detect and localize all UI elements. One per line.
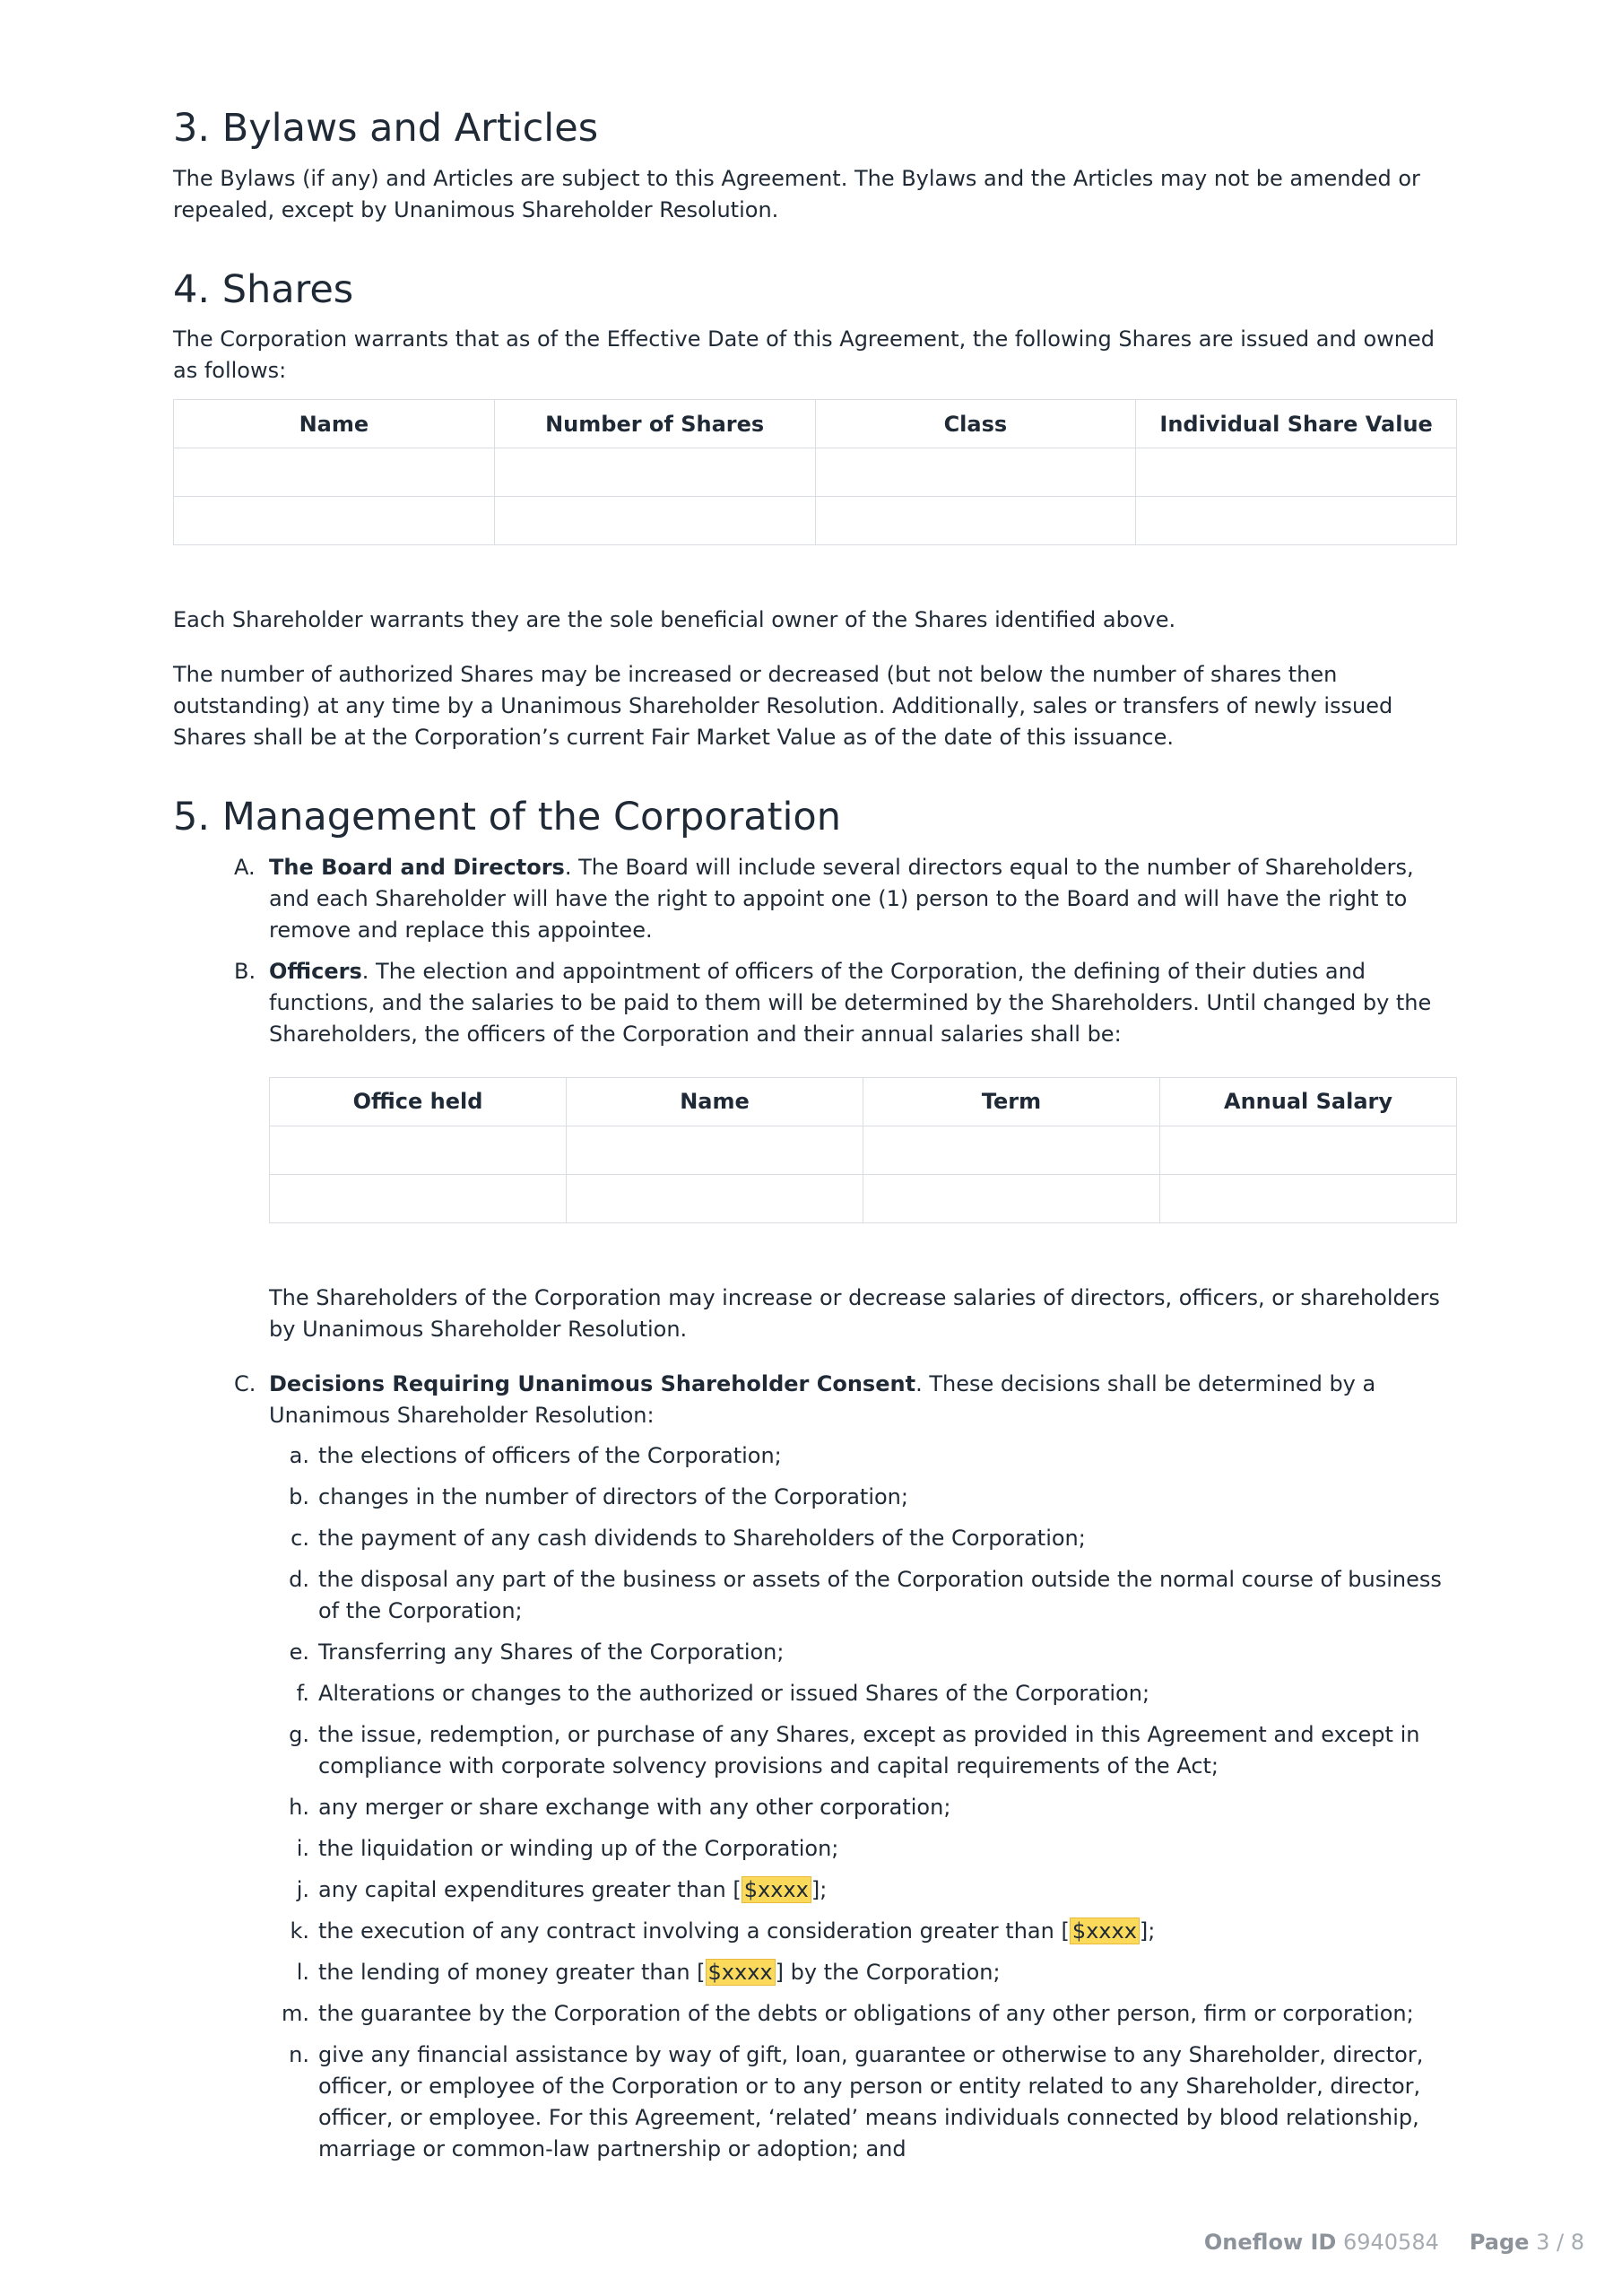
list-marker: i. [296, 1835, 309, 1861]
section-shares [173, 267, 1457, 754]
management-list-continued [173, 1369, 1457, 2165]
list-item-text: any capital expenditures greater than [ [318, 1876, 742, 1902]
officers-block [173, 1077, 1457, 1345]
page-footer [1204, 2230, 1584, 2255]
table-cell[interactable] [270, 1126, 567, 1174]
list-item [269, 1719, 1457, 1782]
list-item-text: ] by the Corporation; [775, 1959, 1001, 1985]
footer-page-label: Page [1469, 2230, 1530, 2255]
placeholder-field[interactable]: $xxxx [706, 1959, 776, 1986]
decisions-list [269, 1440, 1457, 2165]
table-header-cell: Annual Salary [1160, 1077, 1457, 1126]
list-item-text: ]; [811, 1876, 828, 1902]
table-cell[interactable] [815, 497, 1136, 545]
list-marker: k. [290, 1918, 309, 1944]
table-cell[interactable] [567, 1126, 863, 1174]
list-item-heading: Officers [269, 958, 362, 984]
list-item [269, 1440, 1457, 1472]
list-item [269, 1482, 1457, 1513]
table-cell[interactable] [494, 497, 815, 545]
bylaws-paragraph: The Bylaws (if any) and Articles are subject to this Agreement. The Bylaws and the Articles may not be amended or repealed, except by Unanimous Shareholder Resolution. [173, 165, 1420, 222]
table-row [174, 497, 1457, 545]
list-item [269, 1678, 1457, 1709]
shares-ownership-paragraph: Each Shareholder warrants they are the sole beneficial owner of the Shares identified above. [173, 607, 1176, 633]
footer-page-value: 3 / 8 [1536, 2230, 1584, 2255]
placeholder-field[interactable]: $xxxx [1070, 1918, 1140, 1944]
placeholder-field[interactable]: $xxxx [742, 1876, 811, 1903]
list-marker: j. [296, 1876, 309, 1902]
table-cell[interactable] [270, 1174, 567, 1222]
table-header-cell: Class [815, 400, 1136, 448]
list-item [269, 1523, 1457, 1554]
salaries-note: The Shareholders of the Corporation may increase or decrease salaries of directors, officers, or shareholders by Unanimous Shareholder Resolution. [269, 1284, 1440, 1342]
list-item [269, 1957, 1457, 1988]
table-header-cell: Name [174, 400, 495, 448]
section-management [173, 795, 1457, 2165]
list-item-text: Alterations or changes to the authorized or issued Shares of the Corporation; [318, 1680, 1150, 1706]
list-marker: A. [234, 854, 256, 880]
table-row [174, 448, 1457, 497]
table-row [270, 1126, 1457, 1174]
table-header-cell: Office held [270, 1077, 567, 1126]
table-cell[interactable] [1160, 1174, 1457, 1222]
list-marker: l. [296, 1959, 309, 1985]
list-item [269, 1564, 1457, 1627]
table-cell[interactable] [1136, 497, 1457, 545]
table-cell[interactable] [863, 1126, 1160, 1174]
list-item-text: any merger or share exchange with any other corporation; [318, 1794, 951, 1820]
list-item [269, 1637, 1457, 1668]
list-item-text: the elections of officers of the Corporation; [318, 1442, 782, 1468]
list-item-text: the execution of any contract involving a consideration greater than [ [318, 1918, 1070, 1944]
section-title-management: 5. Management of the Corporation [173, 795, 841, 840]
list-item-decisions [173, 1369, 1457, 2165]
list-item-text: . The Board will include several directors equal to the number of Shareholders, and each Shareholder will have the right to appoint one (1) person to the Board and will have the right to remove and replace this appointee. [269, 854, 1414, 943]
list-item-text: . The election and appointment of officers of the Corporation, the defining of their duties and functions, and the salaries to be paid to them will be determined by the Shareholders. Until changed by the Shareholders, the officers of the Corporation and their annual salaries shall be: [269, 958, 1432, 1047]
list-marker: B. [234, 958, 256, 984]
list-marker: b. [289, 1483, 309, 1509]
list-item-text: the payment of any cash dividends to Shareholders of the Corporation; [318, 1525, 1086, 1551]
list-marker: e. [289, 1639, 309, 1665]
table-cell[interactable] [567, 1174, 863, 1222]
table-row [270, 1174, 1457, 1222]
list-item-officers [173, 956, 1457, 1050]
list-item-text: the liquidation or winding up of the Corporation; [318, 1835, 839, 1861]
table-header-cell: Individual Share Value [1136, 400, 1457, 448]
shares-table [173, 399, 1457, 545]
list-item-text: Transferring any Shares of the Corporation; [318, 1639, 785, 1665]
management-list [173, 852, 1457, 1050]
table-cell[interactable] [863, 1174, 1160, 1222]
table-header-cell: Number of Shares [494, 400, 815, 448]
list-item-heading: Decisions Requiring Unanimous Shareholder Consent [269, 1370, 916, 1396]
table-cell[interactable] [174, 448, 495, 497]
section-title-shares: 4. Shares [173, 266, 354, 312]
table-header-row [174, 400, 1457, 448]
list-item-board [173, 852, 1457, 946]
list-marker: a. [289, 1442, 309, 1468]
list-marker: g. [289, 1721, 309, 1747]
table-cell[interactable] [815, 448, 1136, 497]
list-marker: d. [289, 1566, 309, 1592]
list-item-text: give any financial assistance by way of gift, loan, guarantee or otherwise to any Shareholder, director, officer, or employee of the Corporation or to any person or entity related to any Shareholder, director, officer, or employee. For this Agreement, ‘related’ means individuals connected by blood relationship, marriage or common-law partnership or adoption; and [318, 2041, 1424, 2161]
page-content [173, 106, 1457, 2175]
table-header-row [270, 1077, 1457, 1126]
list-marker: n. [289, 2041, 309, 2067]
table-cell[interactable] [1160, 1126, 1457, 1174]
list-marker: c. [291, 1525, 309, 1551]
footer-id-value: 6940584 [1342, 2230, 1439, 2255]
list-item-text: the guarantee by the Corporation of the debts or obligations of any other person, firm or corporation; [318, 2000, 1414, 2026]
list-marker: m. [281, 2000, 309, 2026]
table-header-cell: Name [567, 1077, 863, 1126]
list-item [269, 1916, 1457, 1947]
list-item [269, 1998, 1457, 2030]
list-item-text: the lending of money greater than [ [318, 1959, 706, 1985]
officers-table [269, 1077, 1457, 1223]
table-cell[interactable] [494, 448, 815, 497]
list-item [269, 1874, 1457, 1906]
list-item-text: the issue, redemption, or purchase of any Shares, except as provided in this Agreement and except in compliance with corporate solvency provisions and capital requirements of the Act; [318, 1721, 1420, 1779]
list-item [269, 2039, 1457, 2165]
list-item-text: . These decisions shall be determined by a Unanimous Shareholder Resolution: [269, 1370, 1376, 1428]
list-item [269, 1833, 1457, 1865]
list-marker: C. [234, 1370, 256, 1396]
list-item-heading: The Board and Directors [269, 854, 565, 880]
section-bylaws [173, 106, 1457, 226]
table-header-cell: Term [863, 1077, 1160, 1126]
list-item-text: ]; [1139, 1918, 1156, 1944]
table-cell[interactable] [1136, 448, 1457, 497]
list-marker: h. [289, 1794, 309, 1820]
shares-intro: The Corporation warrants that as of the Effective Date of this Agreement, the following Shares are issued and owned as follows: [173, 326, 1436, 384]
list-item-text: changes in the number of directors of the Corporation; [318, 1483, 908, 1509]
section-title-bylaws: 3. Bylaws and Articles [173, 106, 599, 151]
list-item-text: the disposal any part of the business or assets of the Corporation outside the normal course of business of the Corporation; [318, 1566, 1442, 1623]
list-marker: f. [296, 1680, 309, 1706]
table-cell[interactable] [174, 497, 495, 545]
list-item [269, 1792, 1457, 1823]
shares-authorized-paragraph: The number of authorized Shares may be increased or decreased (but not below the number of shares then outstanding) at any time by a Unanimous Shareholder Resolution. Additionally, sales or transfers of newly issued Shares shall be at the Corporation’s current Fair Market Value as of the date of this issuance. [173, 662, 1393, 751]
footer-brand-label: Oneflow ID [1203, 2230, 1337, 2255]
